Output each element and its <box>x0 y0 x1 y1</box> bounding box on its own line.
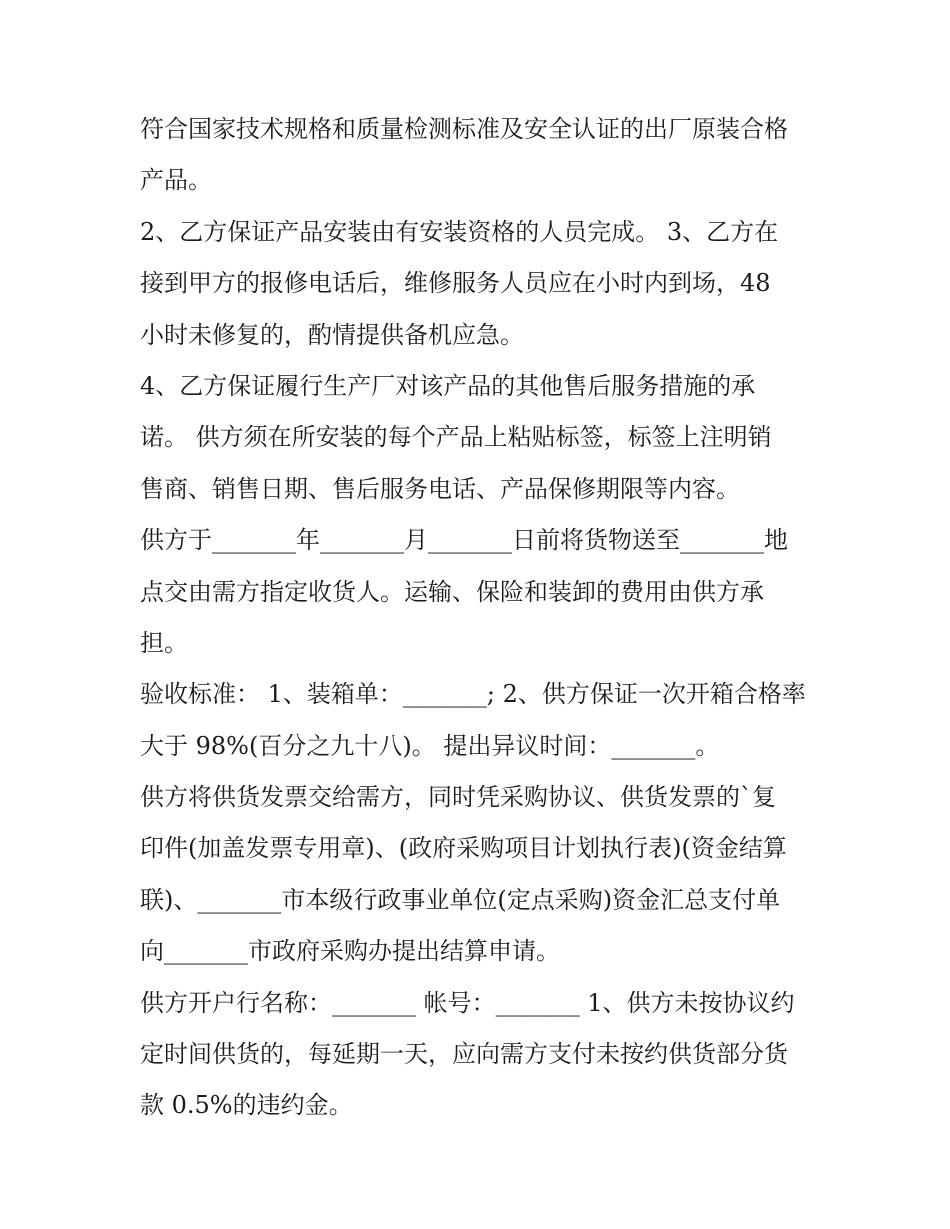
text-line: 诺。 供方须在所安装的每个产品上粘贴标签，标签上注明销 <box>140 423 772 452</box>
text-line: 担。 <box>140 628 188 657</box>
text-line: 2、乙方保证产品安装由有安装资格的人员完成。 3、乙方在 <box>140 217 779 246</box>
text-line: 符合国家技术规格和质量检测标准及安全认证的出厂原装合格 <box>140 115 788 143</box>
text-line: 验收标准： 1、装箱单：_______; 2、供方保证一次开箱合格率 <box>140 680 806 709</box>
text-line: 供方开户行名称：_______ 帐号：_______ 1、供方未按协议约 <box>140 988 795 1017</box>
text-line: 印件(加盖发票专用章)、(政府采购项目计划执行表)(资金结算 <box>140 834 787 863</box>
text-line: 定时间供货的，每延期一天，应向需方支付未按约供货部分货 <box>140 1040 788 1069</box>
text-line: 大于 98%(百分之九十八)。 提出异议时间：_______。 <box>140 731 720 760</box>
text-line: 联)、_______市本级行政事业单位(定点采购)资金汇总支付单 <box>140 885 781 914</box>
text-line: 供方于_______年_______月_______日前将货物送至_______地 <box>140 526 788 555</box>
document-body <box>140 104 820 1132</box>
text-line: 点交由需方指定收货人。运输、保险和装卸的费用由供方承 <box>140 577 764 606</box>
text-line: 小时未修复的，酌情提供备机应急。 <box>140 320 524 349</box>
text-line: 售商、销售日期、售后服务电话、产品保修期限等内容。 <box>140 474 740 503</box>
text-line: 4、乙方保证履行生产厂对该产品的其他售后服务措施的承 <box>140 371 756 400</box>
text-line: 向_______市政府采购办提出结算申请。 <box>140 937 560 966</box>
text-line: 产品。 <box>140 166 212 195</box>
text-line: 接到甲方的报修电话后，维修服务人员应在小时内到场，48 <box>140 269 771 298</box>
text-line: 供方将供货发票交给需方，同时凭采购协议、供货发票的`复 <box>140 783 776 812</box>
text-line: 款 0.5%的违约金。 <box>140 1091 353 1120</box>
